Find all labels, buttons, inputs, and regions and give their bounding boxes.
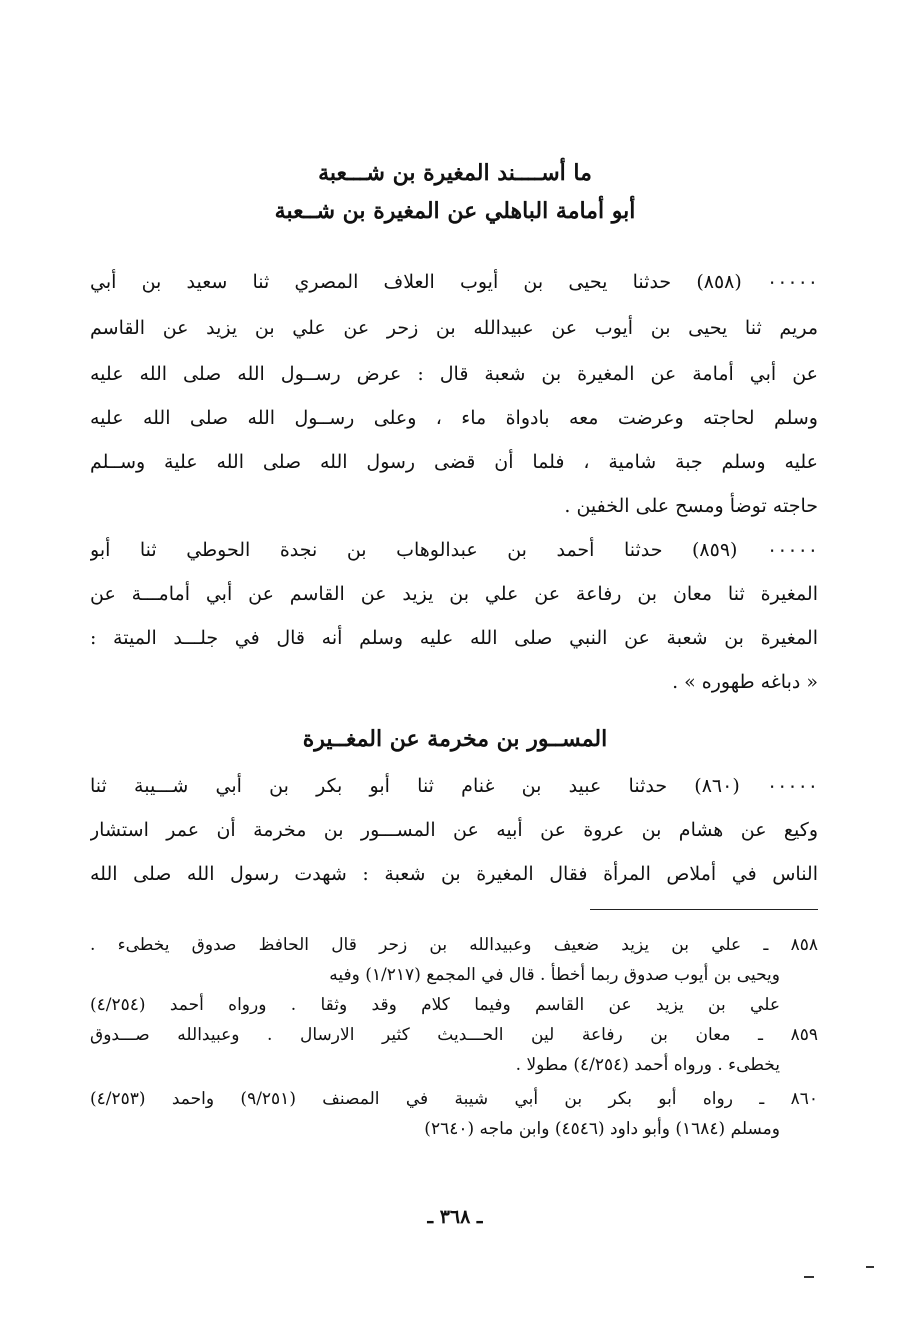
- text-line: ۰۰۰۰۰ (۸٥٨) حدثنا يحيى بن أيوب العلاف المصري ثنا سعيد بن أبي: [90, 271, 818, 293]
- text-line: ۰۰۰۰۰ (۸٥٩) حدثنا أحمد بن عبدالوهاب بن نجدة الحوطي ثنا أبو: [90, 539, 818, 561]
- second-chain-title: المســور بن مخرمة عن المغــيرة: [302, 726, 608, 752]
- footnote-line: ٨٥٨ ـ علي بن يزيد ضعيف وعبيدالله بن زحر قال الحافظ صدوق يخطىء .: [90, 935, 818, 955]
- footnote-line: يخطىء . ورواه أحمد (٤/٢٥٤) مطولا .: [515, 1055, 780, 1075]
- footnote-line: ٨٦٠ ـ رواه أبو بكر بن أبي شيبة في المصنف (٩/٢٥١) واحمد (٤/٢٥٣): [90, 1089, 818, 1109]
- chain-title: أبو أمامة الباهلي عن المغيرة بن شــعبة: [274, 198, 636, 224]
- footnote-line: علي بن يزيد عن القاسم وفيما كلام وقد وثقا . ورواه أحمد (٤/٢٥٤): [90, 995, 780, 1015]
- footnote-line: ٨٥٩ ـ معان بن رفاعة لين الحـــديث كثير الارسال . وعبيدالله صـــدوق: [90, 1025, 818, 1045]
- text-line: « دباغه طهوره » .: [672, 671, 818, 693]
- scan-speck: [866, 1266, 874, 1268]
- page-number: ـ ٣٦٨ ـ: [427, 1206, 483, 1228]
- text-line: وسلم لحاجته وعرضت معه بادواة ماء ، وعلى رســول الله صلى الله عليه: [90, 407, 818, 429]
- scan-speck: [804, 1276, 814, 1278]
- text-line: ۰۰۰۰۰ (٨٦٠) حدثنا عبيد بن غنام ثنا أبو بكر بن أبي شـــيبة ثنا: [90, 775, 818, 797]
- text-line: حاجته توضأ ومسح على الخفين .: [564, 495, 818, 517]
- text-line: مريم ثنا يحيى بن أيوب عن عبيدالله بن زحر عن علي بن يزيد عن القاسم: [90, 317, 818, 339]
- footnote-separator: [590, 909, 818, 910]
- text-line: المغيرة بن شعبة عن النبي صلى الله عليه وسلم أنه قال في جلـــد الميتة :: [90, 627, 818, 649]
- footnote-line: ويحيى بن أيوب صدوق ربما أخطأ . قال في المجمع (١/٢١٧) وفيه: [329, 965, 780, 985]
- text-line: عن أبي أمامة عن المغيرة بن شعبة قال : عرض رســول الله صلى الله عليه: [90, 363, 818, 385]
- section-title: ما أســــند المغيرة بن شـــعبة: [318, 160, 592, 186]
- text-line: عليه وسلم جبة شامية ، فلما أن قضى رسول الله صلى الله علية وســلم: [90, 451, 818, 473]
- text-line: الناس في أملاص المرأة فقال المغيرة بن شعبة : شهدت رسول الله صلى الله: [90, 863, 818, 885]
- text-line: وكيع عن هشام بن عروة عن أبيه عن المســـور بن مخرمة أن عمر استشار: [90, 819, 818, 841]
- footnote-line: ومسلم (١٦٨٤) وأبو داود (٤٥٤٦) وابن ماجه (٢٦٤٠): [424, 1119, 780, 1139]
- text-line: المغيرة ثنا معان بن رفاعة عن علي بن يزيد عن القاسم عن أبي أمامـــة عن: [90, 583, 818, 605]
